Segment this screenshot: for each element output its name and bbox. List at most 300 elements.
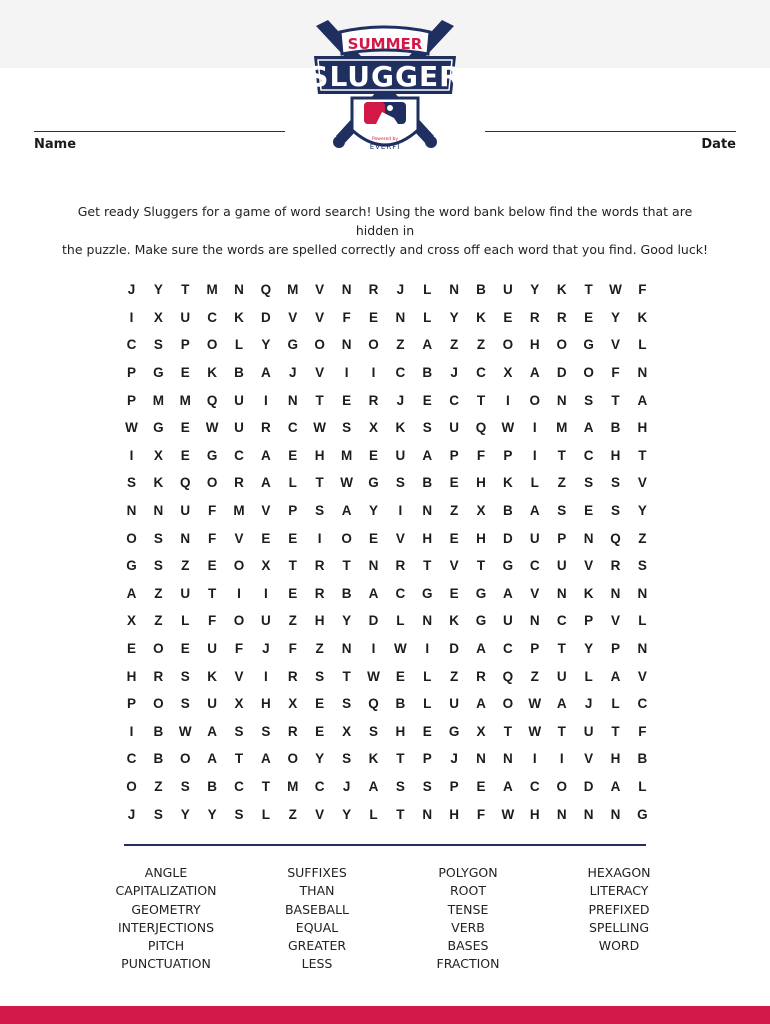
word-bank-word[interactable]: ANGLE: [144, 865, 188, 880]
grid-cell[interactable]: S: [422, 420, 432, 436]
grid-cell[interactable]: U: [583, 723, 594, 739]
grid-cell[interactable]: A: [610, 778, 621, 794]
grid-cell[interactable]: Z: [396, 337, 405, 353]
grid-cell[interactable]: E: [180, 447, 190, 463]
grid-cell[interactable]: O: [368, 337, 379, 353]
grid-cell[interactable]: A: [261, 365, 271, 381]
grid-cell[interactable]: V: [261, 503, 271, 519]
grid-cell[interactable]: U: [180, 309, 191, 325]
word-bank-word[interactable]: THAN: [299, 883, 335, 899]
grid-cell[interactable]: O: [179, 751, 191, 767]
grid-cell[interactable]: N: [449, 282, 459, 298]
grid-cell[interactable]: K: [503, 475, 513, 491]
grid-cell[interactable]: A: [503, 585, 513, 601]
grid-cell[interactable]: S: [153, 530, 163, 546]
grid-cell[interactable]: E: [315, 696, 325, 712]
grid-cell[interactable]: I: [264, 585, 268, 601]
grid-cell[interactable]: W: [528, 723, 542, 739]
grid-cell[interactable]: R: [314, 585, 325, 601]
grid-cell[interactable]: J: [342, 778, 351, 794]
grid-cell[interactable]: B: [610, 420, 621, 436]
grid-cell[interactable]: C: [314, 778, 325, 794]
grid-cell[interactable]: L: [234, 337, 244, 353]
grid-cell[interactable]: B: [503, 503, 513, 519]
grid-cell[interactable]: T: [234, 751, 244, 767]
grid-cell[interactable]: I: [532, 751, 537, 767]
grid-cell[interactable]: F: [342, 309, 351, 325]
grid-cell[interactable]: G: [206, 447, 218, 463]
grid-cell[interactable]: T: [476, 558, 486, 574]
grid-cell[interactable]: V: [315, 282, 325, 298]
grid-cell[interactable]: S: [261, 723, 271, 739]
grid-cell[interactable]: C: [395, 585, 406, 601]
grid-cell[interactable]: L: [396, 613, 405, 629]
grid-cell[interactable]: A: [583, 420, 594, 436]
grid-cell[interactable]: E: [207, 558, 217, 574]
grid-cell[interactable]: B: [234, 365, 244, 381]
grid-cell[interactable]: M: [152, 392, 164, 408]
grid-cell[interactable]: R: [287, 668, 298, 684]
grid-cell[interactable]: O: [126, 778, 137, 794]
grid-cell[interactable]: A: [207, 723, 217, 739]
grid-cell[interactable]: F: [207, 530, 217, 546]
grid-cell[interactable]: S: [180, 668, 190, 684]
grid-cell[interactable]: E: [422, 723, 432, 739]
word-bank-word[interactable]: BASES: [447, 938, 489, 954]
grid-cell[interactable]: U: [449, 696, 459, 712]
grid-cell[interactable]: B: [395, 696, 406, 712]
grid-cell[interactable]: R: [395, 558, 406, 574]
grid-cell[interactable]: L: [288, 475, 297, 491]
grid-cell[interactable]: E: [368, 309, 378, 325]
grid-cell[interactable]: F: [207, 503, 217, 519]
grid-cell[interactable]: S: [584, 475, 594, 491]
grid-cell[interactable]: F: [638, 723, 647, 739]
grid-cell[interactable]: T: [476, 392, 486, 408]
grid-cell[interactable]: A: [261, 475, 271, 491]
grid-cell[interactable]: E: [476, 778, 486, 794]
grid-cell[interactable]: H: [422, 530, 433, 546]
grid-cell[interactable]: P: [422, 751, 432, 767]
grid-cell[interactable]: S: [395, 778, 405, 794]
grid-cell[interactable]: Z: [450, 337, 459, 353]
grid-cell[interactable]: G: [153, 420, 164, 436]
grid-cell[interactable]: T: [315, 392, 324, 408]
grid-cell[interactable]: Y: [207, 806, 217, 822]
grid-cell[interactable]: U: [556, 668, 567, 684]
grid-cell[interactable]: J: [396, 392, 405, 408]
grid-cell[interactable]: I: [344, 365, 349, 381]
grid-cell[interactable]: V: [234, 530, 244, 546]
grid-cell[interactable]: S: [234, 806, 244, 822]
grid-cell[interactable]: N: [422, 613, 433, 629]
grid-cell[interactable]: I: [532, 420, 537, 436]
grid-cell[interactable]: S: [610, 475, 620, 491]
grid-cell[interactable]: S: [153, 337, 163, 353]
grid-cell[interactable]: N: [368, 558, 379, 574]
word-bank-word[interactable]: SUFFIXES: [287, 865, 347, 880]
grid-cell[interactable]: B: [207, 778, 217, 794]
grid-cell[interactable]: V: [315, 806, 325, 822]
grid-cell[interactable]: N: [422, 806, 433, 822]
grid-cell[interactable]: B: [341, 585, 352, 601]
grid-cell[interactable]: X: [234, 696, 244, 712]
grid-cell[interactable]: Q: [260, 282, 272, 298]
grid-cell[interactable]: I: [506, 392, 510, 408]
word-search-grid[interactable]: [118, 276, 656, 828]
grid-cell[interactable]: M: [287, 778, 299, 794]
grid-cell[interactable]: Y: [315, 751, 325, 767]
grid-cell[interactable]: A: [529, 503, 540, 519]
grid-cell[interactable]: X: [153, 309, 163, 325]
grid-cell[interactable]: A: [126, 585, 137, 601]
grid-cell[interactable]: O: [502, 696, 514, 712]
grid-cell[interactable]: E: [395, 668, 405, 684]
grid-cell[interactable]: N: [476, 751, 486, 767]
grid-cell[interactable]: T: [181, 282, 190, 298]
grid-cell[interactable]: C: [529, 778, 540, 794]
grid-cell[interactable]: L: [369, 806, 378, 822]
word-bank-word[interactable]: EQUAL: [295, 919, 339, 935]
grid-cell[interactable]: S: [610, 503, 620, 519]
grid-cell[interactable]: D: [503, 530, 513, 546]
grid-cell[interactable]: N: [610, 585, 621, 601]
grid-cell[interactable]: E: [180, 365, 190, 381]
grid-cell[interactable]: K: [556, 282, 567, 298]
grid-cell[interactable]: O: [233, 613, 245, 629]
grid-cell[interactable]: J: [396, 282, 405, 298]
grid-cell[interactable]: T: [396, 806, 405, 822]
grid-cell[interactable]: A: [341, 503, 352, 519]
grid-cell[interactable]: E: [584, 503, 594, 519]
grid-cell[interactable]: E: [126, 641, 136, 657]
grid-cell[interactable]: A: [556, 696, 567, 712]
grid-cell[interactable]: Z: [530, 668, 539, 684]
grid-cell[interactable]: A: [422, 447, 433, 463]
grid-cell[interactable]: N: [583, 806, 594, 822]
grid-cell[interactable]: W: [367, 668, 380, 684]
word-bank-word[interactable]: ROOT: [450, 883, 486, 899]
grid-cell[interactable]: F: [611, 365, 620, 381]
grid-cell[interactable]: S: [180, 696, 190, 712]
grid-cell[interactable]: P: [530, 641, 540, 657]
grid-cell[interactable]: G: [448, 723, 460, 739]
grid-cell[interactable]: L: [638, 337, 647, 353]
grid-cell[interactable]: S: [422, 778, 432, 794]
grid-cell[interactable]: A: [476, 641, 486, 657]
grid-cell[interactable]: F: [207, 613, 217, 629]
grid-cell[interactable]: D: [556, 365, 567, 381]
grid-cell[interactable]: T: [557, 641, 566, 657]
grid-cell[interactable]: C: [126, 751, 137, 767]
grid-cell[interactable]: N: [341, 337, 352, 353]
grid-cell[interactable]: L: [423, 696, 432, 712]
grid-cell[interactable]: E: [422, 392, 432, 408]
grid-cell[interactable]: P: [449, 778, 459, 794]
grid-cell[interactable]: R: [314, 558, 325, 574]
grid-cell[interactable]: Y: [342, 806, 352, 822]
grid-cell[interactable]: G: [153, 365, 164, 381]
grid-cell[interactable]: U: [234, 392, 244, 408]
grid-cell[interactable]: V: [530, 585, 540, 601]
grid-cell[interactable]: R: [234, 475, 244, 491]
grid-cell[interactable]: Y: [584, 641, 594, 657]
word-bank-word[interactable]: CAPITALIZATION: [115, 883, 217, 899]
grid-cell[interactable]: I: [129, 723, 134, 739]
grid-cell[interactable]: T: [261, 778, 271, 794]
grid-cell[interactable]: X: [288, 696, 298, 712]
grid-cell[interactable]: N: [610, 806, 621, 822]
grid-cell[interactable]: T: [288, 558, 297, 574]
grid-cell[interactable]: Z: [154, 778, 163, 794]
grid-cell[interactable]: S: [395, 475, 405, 491]
grid-cell[interactable]: L: [261, 806, 271, 822]
grid-cell[interactable]: U: [449, 420, 459, 436]
grid-cell[interactable]: O: [206, 337, 218, 353]
grid-cell[interactable]: U: [556, 558, 567, 574]
grid-cell[interactable]: N: [153, 503, 164, 519]
grid-cell[interactable]: C: [234, 447, 244, 463]
grid-cell[interactable]: M: [340, 447, 353, 463]
grid-cell[interactable]: K: [153, 475, 164, 491]
grid-cell[interactable]: A: [368, 585, 379, 601]
word-bank-word[interactable]: GEOMETRY: [131, 901, 201, 917]
grid-cell[interactable]: K: [583, 585, 594, 601]
grid-cell[interactable]: T: [557, 447, 566, 463]
grid-cell[interactable]: I: [371, 641, 376, 657]
grid-cell[interactable]: B: [476, 282, 486, 298]
word-bank-word[interactable]: BASEBALL: [284, 901, 349, 917]
grid-cell[interactable]: S: [342, 420, 352, 436]
grid-cell[interactable]: T: [315, 475, 324, 491]
word-bank-word[interactable]: HEXAGON: [587, 865, 651, 880]
grid-cell[interactable]: E: [449, 585, 459, 601]
grid-cell[interactable]: H: [395, 723, 406, 739]
grid-cell[interactable]: L: [611, 696, 620, 712]
grid-cell[interactable]: Y: [180, 806, 190, 822]
grid-cell[interactable]: H: [476, 475, 486, 491]
grid-cell[interactable]: H: [610, 447, 621, 463]
grid-cell[interactable]: X: [153, 447, 163, 463]
grid-cell[interactable]: H: [314, 613, 325, 629]
word-bank-word[interactable]: FRACTION: [436, 956, 500, 972]
grid-cell[interactable]: H: [476, 530, 486, 546]
grid-cell[interactable]: N: [637, 641, 648, 657]
grid-cell[interactable]: Y: [153, 282, 163, 298]
word-bank-word[interactable]: WORD: [598, 938, 640, 954]
grid-cell[interactable]: N: [637, 585, 648, 601]
grid-cell[interactable]: Y: [637, 503, 647, 519]
grid-cell[interactable]: V: [395, 530, 405, 546]
grid-cell[interactable]: I: [317, 530, 322, 546]
grid-cell[interactable]: C: [234, 778, 244, 794]
grid-cell[interactable]: S: [584, 392, 594, 408]
grid-cell[interactable]: E: [368, 530, 378, 546]
grid-cell[interactable]: K: [207, 365, 217, 381]
grid-cell[interactable]: N: [395, 309, 406, 325]
grid-cell[interactable]: C: [395, 365, 406, 381]
grid-cell[interactable]: K: [476, 309, 486, 325]
grid-cell[interactable]: P: [584, 613, 594, 629]
grid-cell[interactable]: Y: [261, 337, 271, 353]
grid-cell[interactable]: Q: [610, 530, 621, 546]
grid-cell[interactable]: O: [153, 641, 164, 657]
grid-cell[interactable]: Z: [288, 806, 297, 822]
grid-cell[interactable]: A: [476, 696, 486, 712]
grid-cell[interactable]: O: [341, 530, 352, 546]
grid-cell[interactable]: Y: [368, 503, 378, 519]
grid-cell[interactable]: P: [180, 337, 190, 353]
grid-cell[interactable]: C: [126, 337, 137, 353]
grid-cell[interactable]: E: [288, 447, 298, 463]
grid-cell[interactable]: I: [129, 447, 134, 463]
grid-cell[interactable]: I: [264, 668, 268, 684]
grid-cell[interactable]: N: [126, 503, 137, 519]
grid-cell[interactable]: B: [422, 475, 433, 491]
grid-cell[interactable]: I: [129, 309, 134, 325]
grid-cell[interactable]: G: [583, 337, 594, 353]
grid-cell[interactable]: Y: [449, 309, 459, 325]
grid-cell[interactable]: S: [153, 558, 163, 574]
grid-cell[interactable]: I: [371, 365, 376, 381]
grid-cell[interactable]: T: [342, 558, 351, 574]
grid-cell[interactable]: V: [288, 309, 298, 325]
grid-cell[interactable]: B: [153, 723, 164, 739]
grid-cell[interactable]: V: [315, 309, 325, 325]
grid-cell[interactable]: Z: [154, 613, 163, 629]
grid-cell[interactable]: Q: [368, 696, 379, 712]
grid-cell[interactable]: X: [368, 420, 378, 436]
grid-cell[interactable]: S: [315, 668, 325, 684]
grid-cell[interactable]: A: [207, 751, 217, 767]
grid-cell[interactable]: V: [610, 613, 620, 629]
grid-cell[interactable]: O: [529, 392, 541, 408]
grid-cell[interactable]: V: [610, 337, 620, 353]
grid-cell[interactable]: E: [584, 309, 594, 325]
grid-cell[interactable]: N: [341, 282, 352, 298]
grid-cell[interactable]: I: [398, 503, 403, 519]
grid-cell[interactable]: V: [637, 475, 647, 491]
grid-cell[interactable]: N: [180, 530, 191, 546]
grid-cell[interactable]: T: [557, 723, 566, 739]
grid-cell[interactable]: R: [368, 282, 379, 298]
grid-cell[interactable]: M: [287, 282, 299, 298]
grid-cell[interactable]: W: [205, 420, 219, 436]
grid-cell[interactable]: O: [556, 778, 567, 794]
grid-cell[interactable]: P: [126, 392, 136, 408]
grid-cell[interactable]: R: [153, 668, 164, 684]
grid-cell[interactable]: Z: [288, 613, 297, 629]
grid-cell[interactable]: N: [556, 585, 567, 601]
grid-cell[interactable]: C: [529, 558, 540, 574]
grid-cell[interactable]: O: [314, 337, 325, 353]
grid-cell[interactable]: H: [314, 447, 325, 463]
grid-cell[interactable]: L: [181, 613, 190, 629]
grid-cell[interactable]: Z: [476, 337, 486, 353]
grid-cell[interactable]: A: [422, 337, 433, 353]
grid-cell[interactable]: H: [637, 420, 648, 436]
grid-cell[interactable]: J: [450, 365, 458, 381]
grid-cell[interactable]: G: [421, 585, 433, 601]
grid-cell[interactable]: F: [476, 806, 486, 822]
grid-cell[interactable]: E: [449, 530, 459, 546]
grid-cell[interactable]: E: [180, 420, 190, 436]
grid-cell[interactable]: E: [315, 723, 325, 739]
grid-cell[interactable]: N: [637, 365, 648, 381]
grid-cell[interactable]: W: [501, 806, 515, 822]
grid-cell[interactable]: D: [261, 309, 271, 325]
grid-cell[interactable]: J: [584, 696, 593, 712]
grid-cell[interactable]: O: [233, 558, 245, 574]
grid-cell[interactable]: U: [503, 613, 513, 629]
grid-cell[interactable]: N: [287, 392, 298, 408]
grid-cell[interactable]: O: [287, 751, 299, 767]
grid-cell[interactable]: W: [609, 282, 622, 298]
grid-cell[interactable]: S: [368, 723, 378, 739]
grid-cell[interactable]: P: [610, 641, 620, 657]
grid-cell[interactable]: T: [396, 751, 405, 767]
grid-cell[interactable]: E: [503, 309, 513, 325]
grid-cell[interactable]: A: [529, 365, 540, 381]
grid-cell[interactable]: O: [556, 337, 567, 353]
word-bank-word[interactable]: VERB: [451, 919, 485, 935]
grid-cell[interactable]: U: [529, 530, 540, 546]
grid-cell[interactable]: G: [637, 806, 648, 822]
grid-cell[interactable]: N: [341, 641, 352, 657]
grid-cell[interactable]: R: [556, 309, 567, 325]
grid-cell[interactable]: C: [556, 613, 567, 629]
grid-cell[interactable]: N: [556, 392, 567, 408]
grid-cell[interactable]: S: [153, 806, 163, 822]
grid-cell[interactable]: H: [529, 806, 540, 822]
grid-cell[interactable]: N: [529, 613, 540, 629]
grid-cell[interactable]: T: [423, 558, 432, 574]
grid-cell[interactable]: Z: [154, 585, 163, 601]
grid-cell[interactable]: R: [476, 668, 486, 684]
grid-cell[interactable]: S: [234, 723, 244, 739]
grid-cell[interactable]: X: [476, 723, 486, 739]
grid-cell[interactable]: S: [315, 503, 325, 519]
name-line[interactable]: [34, 131, 285, 132]
grid-cell[interactable]: R: [368, 392, 379, 408]
grid-cell[interactable]: U: [180, 585, 191, 601]
word-bank-word[interactable]: GREATER: [287, 938, 347, 954]
grid-cell[interactable]: L: [423, 668, 432, 684]
grid-cell[interactable]: P: [503, 447, 513, 463]
grid-cell[interactable]: A: [261, 751, 271, 767]
grid-cell[interactable]: V: [234, 668, 244, 684]
grid-cell[interactable]: Y: [342, 613, 352, 629]
grid-cell[interactable]: X: [342, 723, 352, 739]
grid-cell[interactable]: S: [342, 751, 352, 767]
grid-cell[interactable]: W: [340, 475, 353, 491]
grid-cell[interactable]: V: [584, 558, 594, 574]
grid-cell[interactable]: S: [342, 696, 352, 712]
grid-cell[interactable]: M: [206, 282, 218, 298]
grid-cell[interactable]: A: [637, 392, 648, 408]
grid-cell[interactable]: N: [422, 503, 433, 519]
grid-cell[interactable]: E: [342, 392, 352, 408]
grid-cell[interactable]: P: [288, 503, 298, 519]
word-bank-word[interactable]: INTERJECTIONS: [117, 919, 214, 935]
grid-cell[interactable]: T: [611, 723, 620, 739]
grid-cell[interactable]: F: [288, 641, 297, 657]
grid-cell[interactable]: A: [261, 447, 271, 463]
grid-cell[interactable]: F: [234, 641, 244, 657]
grid-cell[interactable]: Q: [179, 475, 191, 491]
grid-cell[interactable]: W: [313, 420, 327, 436]
grid-cell[interactable]: K: [207, 668, 217, 684]
